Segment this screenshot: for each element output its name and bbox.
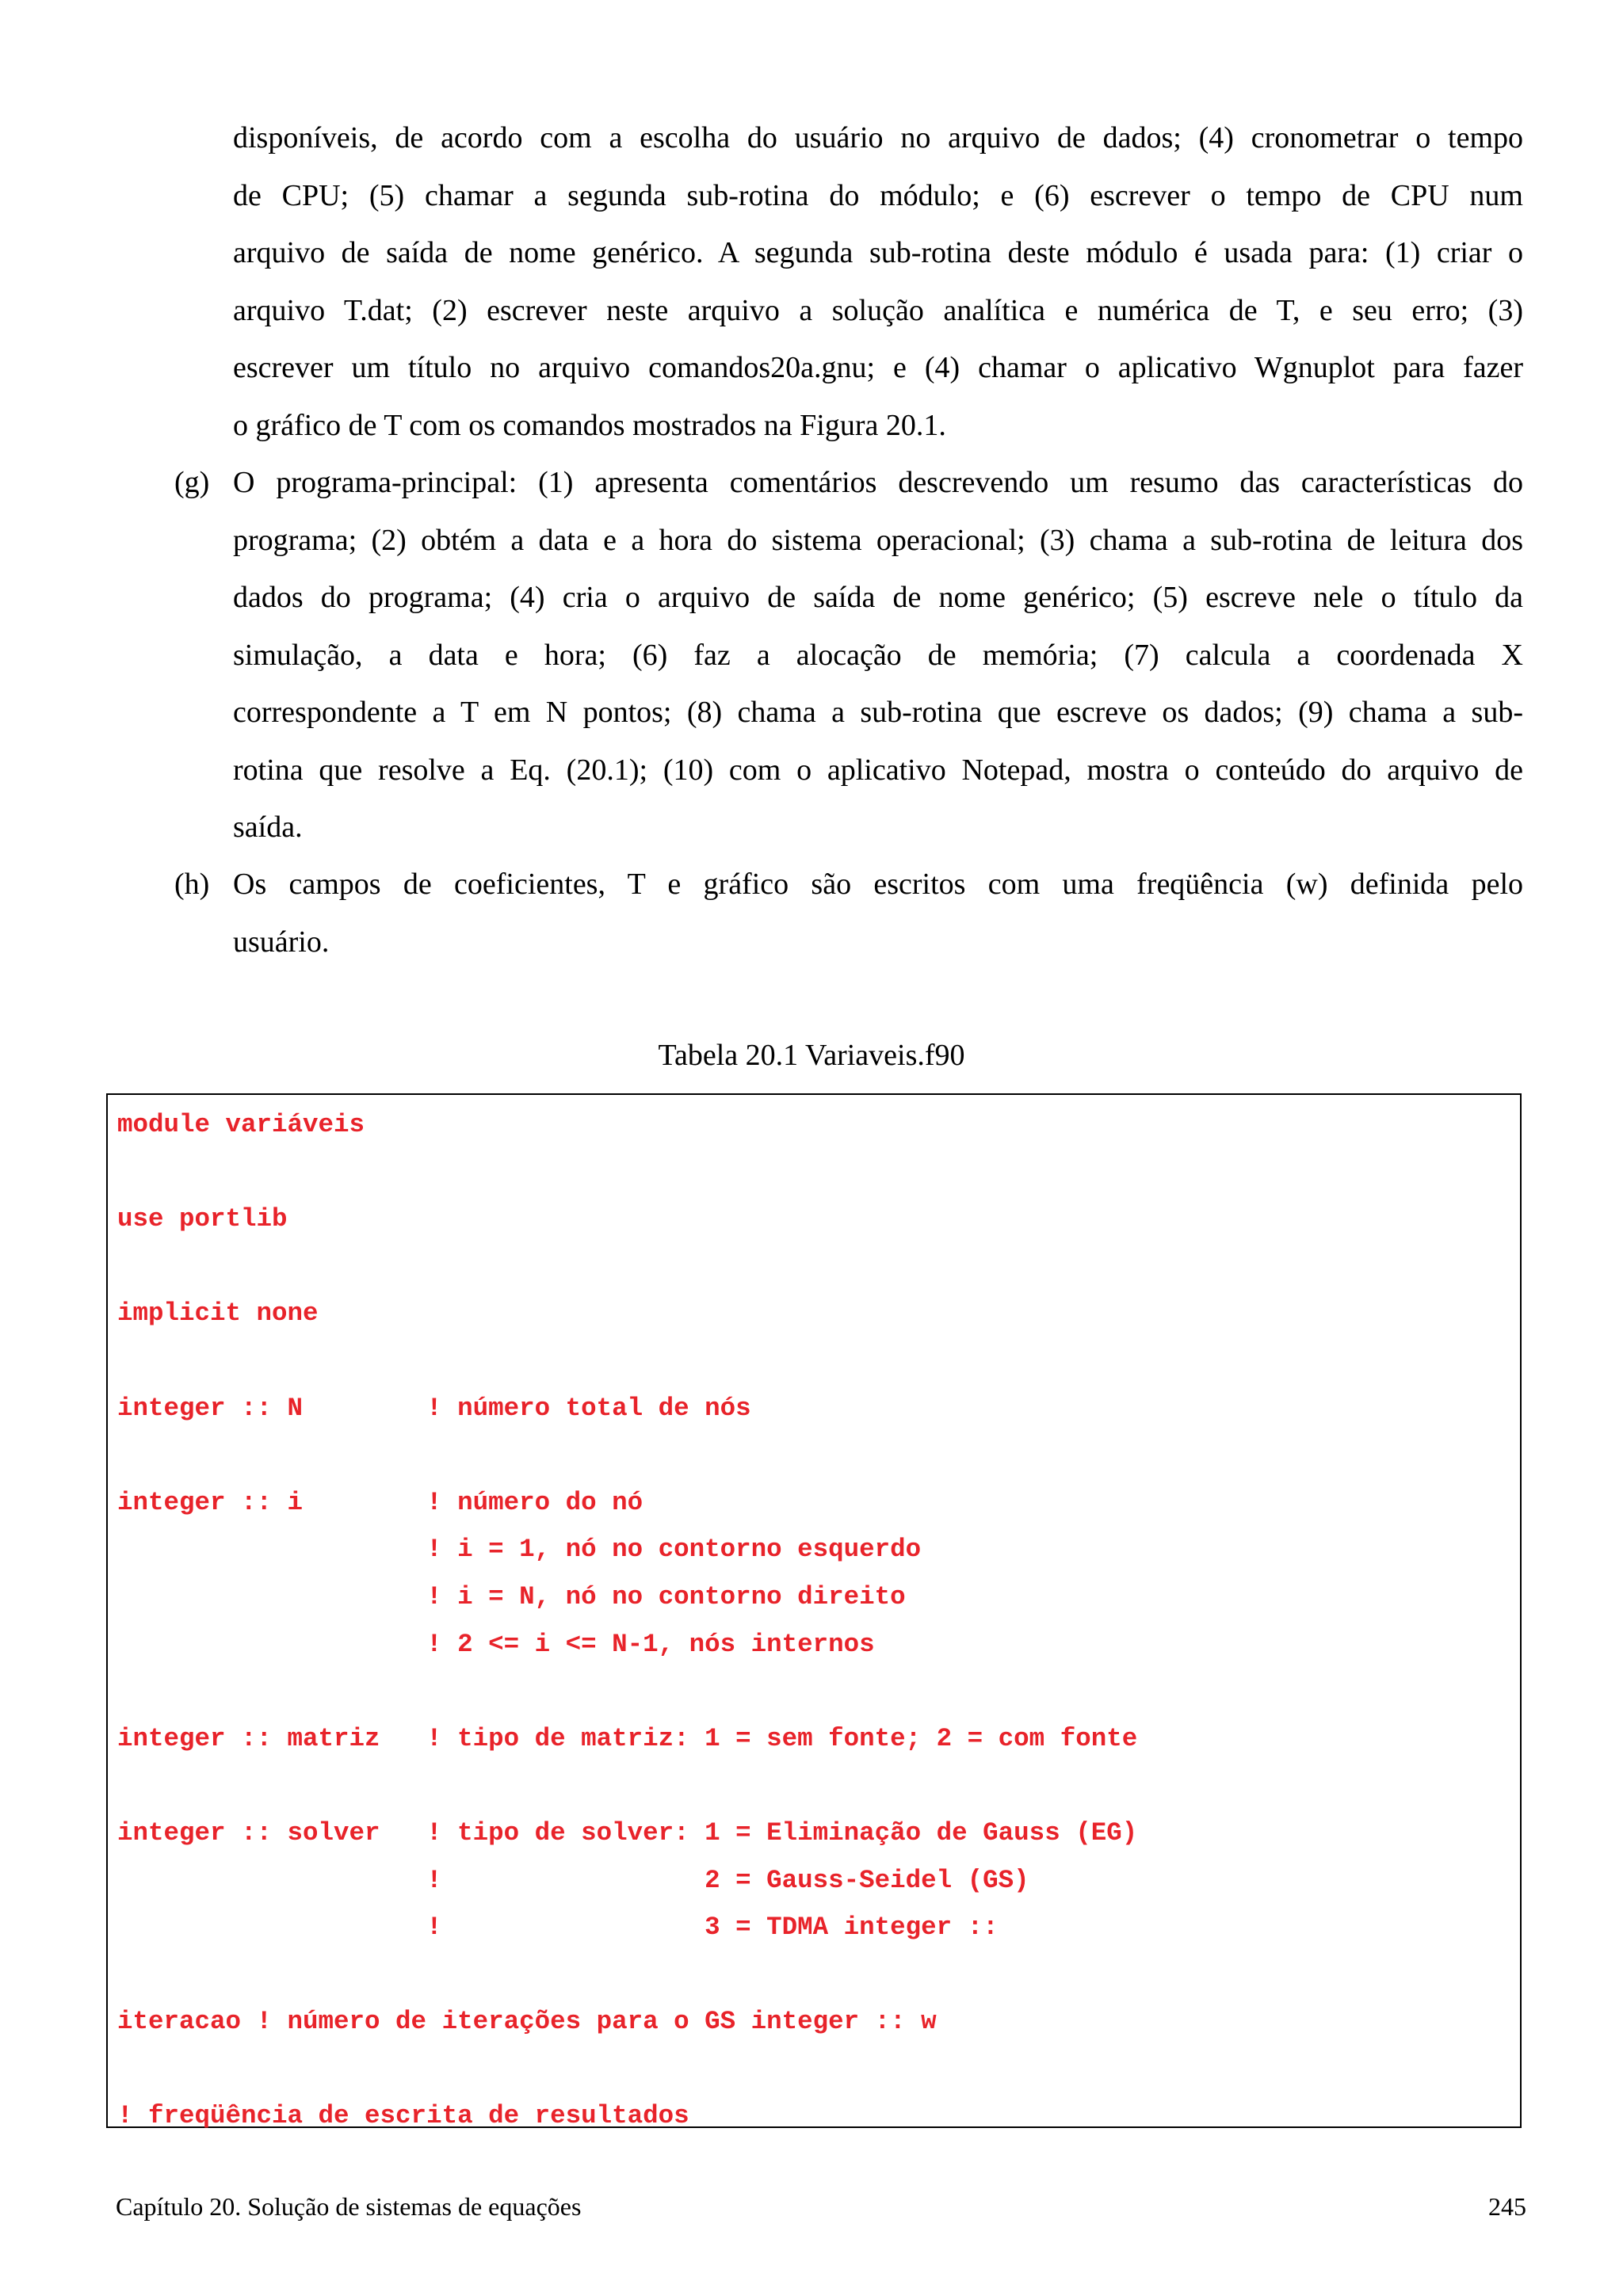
code-line: ! 2 = Gauss-Seidel (GS) xyxy=(117,1865,1029,1895)
list-item-text xyxy=(233,856,1523,971)
intro-paragraph xyxy=(233,109,1523,454)
list-item-line: dados do programa; (4) cria o arquivo de saída de nome genérico; (5) escreve nele o título da xyxy=(233,581,1523,614)
page-footer xyxy=(116,2187,1526,2226)
code-line xyxy=(117,1432,1514,1479)
code-listing-box xyxy=(106,1093,1522,2131)
code-line: iteracao ! número de iterações para o GS integer :: w xyxy=(117,2007,937,2037)
list-item-line: correspondente a T em N pontos; (8) chama a sub-rotina que escreve os dados; (9) chama a sub- xyxy=(233,696,1523,729)
footer-chapter-title: Capítulo 20. Solução de sistemas de equações xyxy=(116,2192,582,2221)
code-line: module variáveis xyxy=(117,1110,365,1139)
intro-line: arquivo T.dat; (2) escrever neste arquivo a solução analítica e numérica de T, e seu erro; (3) xyxy=(233,293,1523,327)
code-line xyxy=(117,2046,1514,2093)
intro-line: escrever um título no arquivo comandos20a.gnu; e (4) chamar o aplicativo Wgnuplot para fazer xyxy=(233,351,1523,384)
code-line: ! i = N, nó no contorno direito xyxy=(117,1581,906,1611)
list-item-label: (g) xyxy=(174,466,210,499)
code-line: integer :: N ! número total de nós xyxy=(117,1393,751,1423)
code-line: ! freqüência de escrita de resultados xyxy=(117,2101,689,2131)
code-line: ! 3 = TDMA integer :: xyxy=(117,1913,999,1943)
list-item-line: saída. xyxy=(233,810,303,844)
list-item-line: O programa-principal: (1) apresenta comentários descrevendo um resumo das características do xyxy=(233,466,1523,499)
code-line: ! i = 1, nó no contorno esquerdo xyxy=(117,1535,922,1565)
intro-line: o gráfico de T com os comandos mostrados na Figura 20.1. xyxy=(233,408,946,442)
page-number: 245 xyxy=(1488,2192,1526,2221)
intro-line: arquivo de saída de nome genérico. A segunda sub-rotina deste módulo é usada para: (1) criar o xyxy=(233,236,1523,269)
list-item-text xyxy=(233,454,1523,856)
code-line: integer :: matriz ! tipo de matriz: 1 = sem fonte; 2 = com fonte xyxy=(117,1723,1138,1753)
list-item-line: rotina que resolve a Eq. (20.1); (10) com o aplicativo Notepad, mostra o conteúdo do arquivo de xyxy=(233,753,1523,787)
intro-line: disponíveis, de acordo com a escolha do usuário no arquivo de dados; (4) cronometrar o tempo xyxy=(233,121,1523,154)
intro-line: de CPU; (5) chamar a segunda sub-rotina do módulo; e (6) escrever o tempo de CPU num xyxy=(233,178,1523,212)
list-item-label: (h) xyxy=(174,868,210,901)
code-line: ! 2 <= i <= N-1, nós internos xyxy=(117,1629,875,1659)
code-line xyxy=(117,1243,1514,1291)
code-line: integer :: solver ! tipo de solver: 1 = Eliminação de Gauss (EG) xyxy=(117,1817,1138,1848)
code-line xyxy=(117,1149,1514,1196)
code-line xyxy=(117,1668,1514,1715)
code-line xyxy=(117,1762,1514,1810)
list-item-line: programa; (2) obtém a data e a hora do sistema operacional; (3) chama a sub-rotina de leitura dos xyxy=(233,523,1523,557)
code-line xyxy=(117,1337,1514,1385)
list-item-line: usuário. xyxy=(233,925,330,959)
table-caption: Tabela 20.1 Variaveis.f90 xyxy=(658,1039,965,1072)
code-line: use portlib xyxy=(117,1204,288,1234)
list-item-line: Os campos de coeficientes, T e gráfico são escritos com uma freqüência (w) definida pelo xyxy=(233,868,1523,901)
list-item-line: simulação, a data e hora; (6) faz a alocação de memória; (7) calcula a coordenada X xyxy=(233,638,1523,672)
code-line xyxy=(117,1951,1514,1999)
code-line: implicit none xyxy=(117,1299,319,1329)
code-listing xyxy=(117,1101,1514,2140)
code-line: integer :: i ! número do nó xyxy=(117,1487,643,1517)
